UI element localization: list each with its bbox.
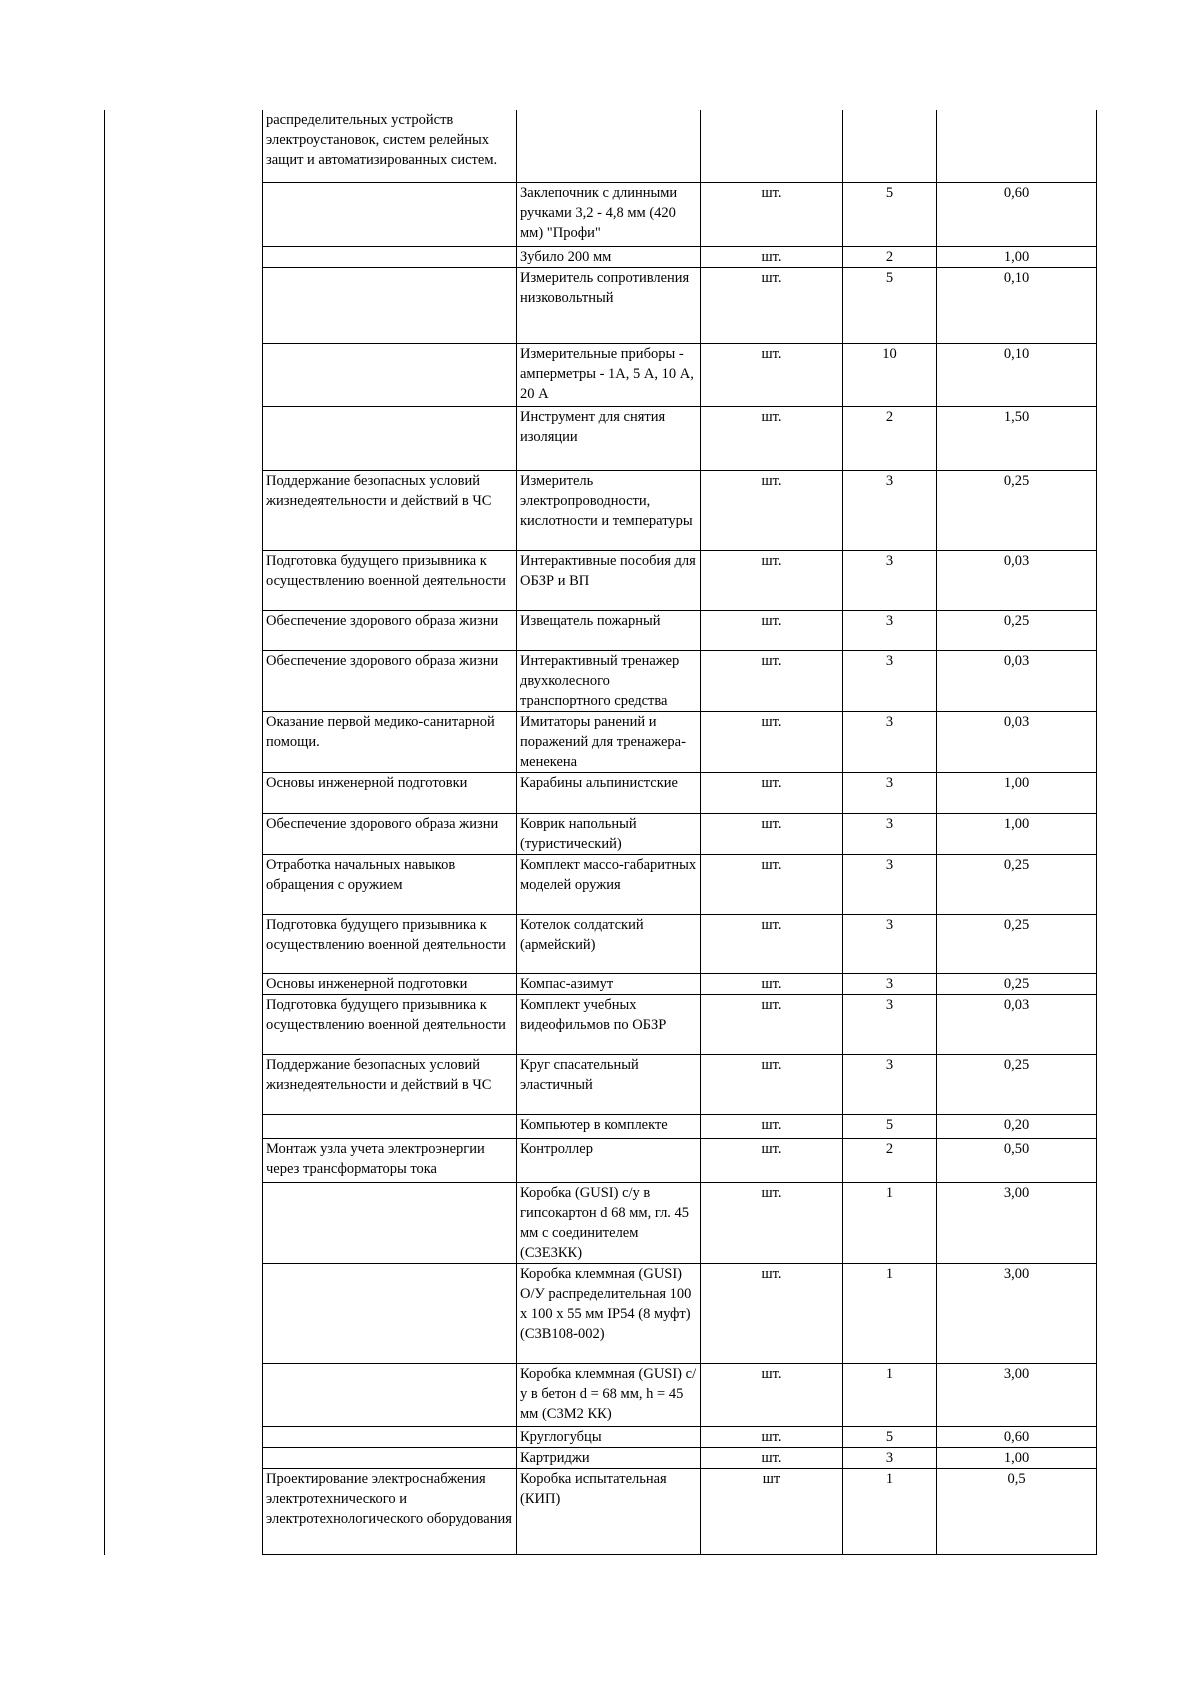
section-cell (263, 246, 517, 267)
norm-cell: 1,00 (937, 813, 1097, 854)
norm-cell: 1,00 (937, 1447, 1097, 1468)
norm-cell: 0,03 (937, 994, 1097, 1054)
unit-cell: шт. (701, 772, 843, 813)
section-cell: Оказание первой медико-санитарной помощи. (263, 711, 517, 772)
quantity-cell: 5 (843, 267, 937, 343)
section-cell: Поддержание безопасных условий жизнедеятельности и действий в ЧС (263, 1054, 517, 1114)
table-row (263, 994, 1097, 1054)
unit-cell: шт. (701, 994, 843, 1054)
norm-cell: 0,03 (937, 650, 1097, 711)
section-cell: Обеспечение здорового образа жизни (263, 610, 517, 650)
quantity-cell: 3 (843, 772, 937, 813)
unit-cell: шт. (701, 182, 843, 246)
item-cell: Коробка клеммная (GUSI) с/у в бетон d = 68 мм, h = 45 мм (С3М2 КК) (517, 1363, 701, 1426)
quantity-cell: 3 (843, 1054, 937, 1114)
section-cell (263, 267, 517, 343)
item-cell: Круглогубцы (517, 1426, 701, 1447)
quantity-cell: 3 (843, 914, 937, 973)
norm-cell: 0,50 (937, 1138, 1097, 1182)
table-row (263, 973, 1097, 994)
unit-cell: шт. (701, 650, 843, 711)
section-cell (263, 1263, 517, 1363)
table-row (263, 610, 1097, 650)
item-cell: Круг спасательный эластичный (517, 1054, 701, 1114)
quantity-cell: 3 (843, 973, 937, 994)
unit-cell: шт. (701, 470, 843, 550)
quantity-cell: 2 (843, 1138, 937, 1182)
quantity-cell: 3 (843, 994, 937, 1054)
item-cell: Котелок солдатский (армейский) (517, 914, 701, 973)
unit-cell: шт. (701, 1138, 843, 1182)
item-cell: Инструмент для снятия изоляции (517, 406, 701, 470)
norm-cell: 0,5 (937, 1468, 1097, 1554)
norm-cell: 0,25 (937, 1054, 1097, 1114)
quantity-cell: 1 (843, 1363, 937, 1426)
section-cell (263, 1363, 517, 1426)
unit-cell: шт. (701, 1114, 843, 1138)
quantity-cell: 3 (843, 711, 937, 772)
item-cell: Компьютер в комплекте (517, 1114, 701, 1138)
quantity-cell: 3 (843, 470, 937, 550)
equipment-table (262, 110, 1097, 1555)
table-row (263, 813, 1097, 854)
item-cell (517, 110, 701, 182)
section-cell: Проектирование электроснабжения электротехнического и электротехнологического оборудования (263, 1468, 517, 1554)
table-row (263, 343, 1097, 406)
item-cell: Картриджи (517, 1447, 701, 1468)
table-row (263, 1363, 1097, 1426)
norm-cell: 0,25 (937, 854, 1097, 914)
section-cell: Основы инженерной подготовки (263, 772, 517, 813)
item-cell: Комплект учебных видеофильмов по ОБЗР (517, 994, 701, 1054)
quantity-cell: 1 (843, 1182, 937, 1263)
table-row (263, 1426, 1097, 1447)
table-row (263, 267, 1097, 343)
section-cell: Монтаж узла учета электроэнергии через трансформаторы тока (263, 1138, 517, 1182)
table-row (263, 182, 1097, 246)
unit-cell: шт. (701, 550, 843, 610)
table-row (263, 1468, 1097, 1554)
section-cell (263, 343, 517, 406)
section-cell: распределительных устройств электроустановок, систем релейных защит и автоматизированных систем. (263, 110, 517, 182)
section-cell: Основы инженерной подготовки (263, 973, 517, 994)
quantity-cell: 3 (843, 610, 937, 650)
quantity-cell (843, 110, 937, 182)
item-cell: Контроллер (517, 1138, 701, 1182)
quantity-cell: 3 (843, 550, 937, 610)
norm-cell: 0,60 (937, 182, 1097, 246)
norm-cell: 0,03 (937, 711, 1097, 772)
norm-cell: 0,10 (937, 343, 1097, 406)
quantity-cell: 1 (843, 1263, 937, 1363)
section-cell (263, 1182, 517, 1263)
unit-cell: шт. (701, 1054, 843, 1114)
table-row (263, 854, 1097, 914)
unit-cell: шт. (701, 610, 843, 650)
table-row (263, 711, 1097, 772)
norm-cell: 0,25 (937, 914, 1097, 973)
norm-cell: 3,00 (937, 1263, 1097, 1363)
quantity-cell: 3 (843, 813, 937, 854)
unit-cell: шт. (701, 1426, 843, 1447)
unit-cell: шт. (701, 1182, 843, 1263)
item-cell: Зубило 200 мм (517, 246, 701, 267)
item-cell: Карабины альпинистские (517, 772, 701, 813)
table-row (263, 110, 1097, 182)
item-cell: Извещатель пожарный (517, 610, 701, 650)
table-row (263, 914, 1097, 973)
norm-cell: 0,60 (937, 1426, 1097, 1447)
section-cell (263, 182, 517, 246)
section-cell: Подготовка будущего призывника к осуществлению военной деятельности (263, 914, 517, 973)
norm-cell (937, 110, 1097, 182)
unit-cell: шт. (701, 973, 843, 994)
quantity-cell: 3 (843, 1447, 937, 1468)
item-cell: Комплект массо-габаритных моделей оружия (517, 854, 701, 914)
quantity-cell: 5 (843, 1426, 937, 1447)
table-row (263, 1182, 1097, 1263)
norm-cell: 0,25 (937, 610, 1097, 650)
unit-cell: шт. (701, 1447, 843, 1468)
item-cell: Интерактивные пособия для ОБЗР и ВП (517, 550, 701, 610)
norm-cell: 0,25 (937, 973, 1097, 994)
section-cell: Обеспечение здорового образа жизни (263, 813, 517, 854)
item-cell: Коробка клеммная (GUSI) О/У распределительная 100 х 100 х 55 мм IP54 (8 муфт) (С3В108-002) (517, 1263, 701, 1363)
item-cell: Имитаторы ранений и поражений для тренажера-менекена (517, 711, 701, 772)
quantity-cell: 5 (843, 1114, 937, 1138)
left-margin-rule (104, 110, 105, 1555)
quantity-cell: 10 (843, 343, 937, 406)
section-cell (263, 1114, 517, 1138)
item-cell: Измеритель электропроводности, кислотности и температуры (517, 470, 701, 550)
unit-cell: шт. (701, 854, 843, 914)
norm-cell: 1,00 (937, 246, 1097, 267)
item-cell: Коробка испытательная (КИП) (517, 1468, 701, 1554)
norm-cell: 0,10 (937, 267, 1097, 343)
table-row (263, 470, 1097, 550)
item-cell: Интерактивный тренажер двухколесного транспортного средства (517, 650, 701, 711)
table-row (263, 406, 1097, 470)
item-cell: Измерительные приборы - амперметры - 1А, 5 А, 10 А, 20 А (517, 343, 701, 406)
section-cell (263, 406, 517, 470)
table-row (263, 1138, 1097, 1182)
norm-cell: 0,20 (937, 1114, 1097, 1138)
unit-cell: шт. (701, 406, 843, 470)
norm-cell: 0,25 (937, 470, 1097, 550)
quantity-cell: 3 (843, 854, 937, 914)
item-cell: Компас-азимут (517, 973, 701, 994)
table-row (263, 1447, 1097, 1468)
unit-cell: шт. (701, 711, 843, 772)
unit-cell: шт. (701, 267, 843, 343)
unit-cell: шт (701, 1468, 843, 1554)
unit-cell: шт. (701, 914, 843, 973)
table-row (263, 1114, 1097, 1138)
table-row (263, 650, 1097, 711)
table-row (263, 772, 1097, 813)
item-cell: Заклепочник с длинными ручками 3,2 - 4,8 мм (420 мм) "Профи" (517, 182, 701, 246)
unit-cell: шт. (701, 1363, 843, 1426)
quantity-cell: 2 (843, 246, 937, 267)
unit-cell: шт. (701, 1263, 843, 1363)
section-cell: Подготовка будущего призывника к осуществлению военной деятельности (263, 994, 517, 1054)
item-cell: Коврик напольный (туристический) (517, 813, 701, 854)
section-cell: Обеспечение здорового образа жизни (263, 650, 517, 711)
section-cell (263, 1426, 517, 1447)
norm-cell: 3,00 (937, 1182, 1097, 1263)
quantity-cell: 2 (843, 406, 937, 470)
quantity-cell: 1 (843, 1468, 937, 1554)
norm-cell: 0,03 (937, 550, 1097, 610)
norm-cell: 1,50 (937, 406, 1097, 470)
section-cell (263, 1447, 517, 1468)
item-cell: Измеритель сопротивления низковольтный (517, 267, 701, 343)
section-cell: Поддержание безопасных условий жизнедеятельности и действий в ЧС (263, 470, 517, 550)
unit-cell: шт. (701, 246, 843, 267)
table-row (263, 1054, 1097, 1114)
unit-cell (701, 110, 843, 182)
unit-cell: шт. (701, 343, 843, 406)
table-row (263, 1263, 1097, 1363)
item-cell: Коробка (GUSI) с/у в гипсокартон d 68 мм, гл. 45 мм с соединителем (С3Е3КК) (517, 1182, 701, 1263)
section-cell: Подготовка будущего призывника к осуществлению военной деятельности (263, 550, 517, 610)
section-cell: Отработка начальных навыков обращения с оружием (263, 854, 517, 914)
unit-cell: шт. (701, 813, 843, 854)
norm-cell: 3,00 (937, 1363, 1097, 1426)
table-row (263, 246, 1097, 267)
table-row (263, 550, 1097, 610)
quantity-cell: 3 (843, 650, 937, 711)
norm-cell: 1,00 (937, 772, 1097, 813)
quantity-cell: 5 (843, 182, 937, 246)
